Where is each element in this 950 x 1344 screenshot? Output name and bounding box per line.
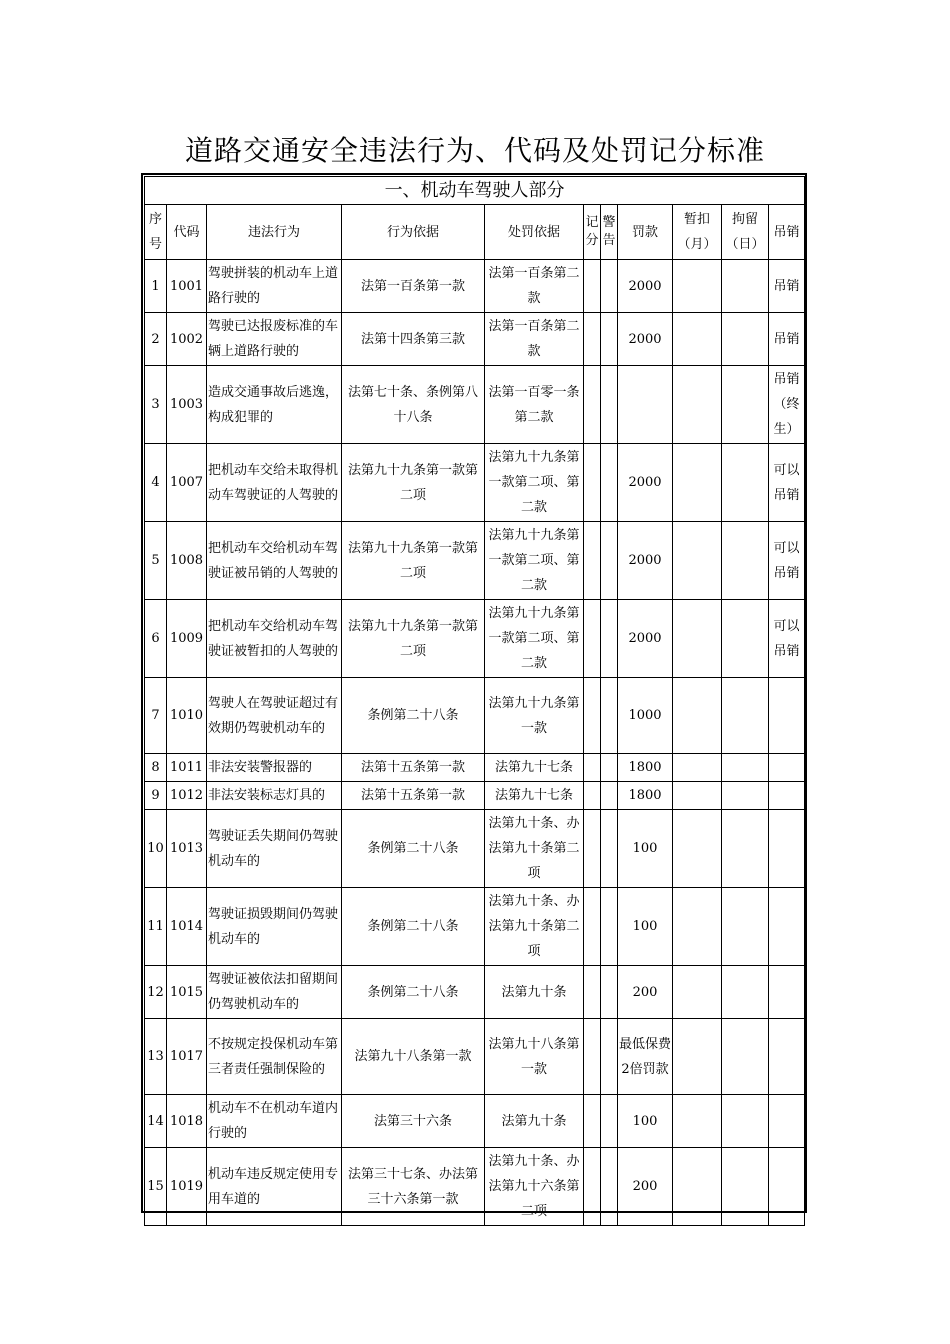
row-revoke: 可以吊销 <box>769 522 805 600</box>
row-revoke <box>769 966 805 1019</box>
row-points <box>584 678 601 754</box>
row-seq: 3 <box>145 366 167 444</box>
row-penalty: 法第九十九条第一款第二项、第二款 <box>485 522 584 600</box>
row-points <box>584 1095 601 1148</box>
row-seq: 15 <box>145 1148 167 1226</box>
row-violation: 造成交通事故后逃逸，构成犯罪的 <box>207 366 342 444</box>
header-fine: 罚款 <box>618 205 673 260</box>
row-detain <box>722 966 769 1019</box>
row-warning <box>601 966 618 1019</box>
row-violation: 非法安装警报器的 <box>207 754 342 782</box>
row-detain <box>722 754 769 782</box>
row-revoke <box>769 678 805 754</box>
row-fine <box>618 366 673 444</box>
row-warning <box>601 600 618 678</box>
row-seq: 14 <box>145 1095 167 1148</box>
row-seq: 10 <box>145 810 167 888</box>
row-detain <box>722 522 769 600</box>
header-suspend: 暂扣（月） <box>673 205 722 260</box>
row-warning <box>601 888 618 966</box>
row-basis: 法第十五条第一款 <box>342 782 485 810</box>
row-code: 1013 <box>167 810 207 888</box>
row-warning <box>601 260 618 313</box>
row-suspend <box>673 888 722 966</box>
row-detain <box>722 444 769 522</box>
row-warning <box>601 1095 618 1148</box>
row-revoke <box>769 810 805 888</box>
table-body <box>145 260 805 1226</box>
row-code: 1001 <box>167 260 207 313</box>
header-penalty: 处罚依据 <box>485 205 584 260</box>
row-violation: 驾驶证丢失期间仍驾驶机动车的 <box>207 810 342 888</box>
table-row <box>145 260 805 313</box>
row-detain <box>722 1095 769 1148</box>
row-revoke: 吊销 <box>769 313 805 366</box>
row-revoke: 可以吊销 <box>769 444 805 522</box>
row-basis: 法第九十九条第一款第二项 <box>342 522 485 600</box>
row-revoke <box>769 888 805 966</box>
row-seq: 12 <box>145 966 167 1019</box>
table-row <box>145 1019 805 1095</box>
row-fine: 2000 <box>618 600 673 678</box>
row-revoke <box>769 754 805 782</box>
table-row <box>145 444 805 522</box>
row-penalty: 法第九十九条第一款 <box>485 678 584 754</box>
row-seq: 5 <box>145 522 167 600</box>
row-penalty: 法第九十条 <box>485 1095 584 1148</box>
row-fine: 200 <box>618 1148 673 1226</box>
header-detain: 拘留（日） <box>722 205 769 260</box>
row-code: 1015 <box>167 966 207 1019</box>
row-seq: 11 <box>145 888 167 966</box>
row-penalty: 法第九十条、办法第九十六条第二项 <box>485 1148 584 1226</box>
table-row <box>145 888 805 966</box>
row-detain <box>722 313 769 366</box>
row-detain <box>722 782 769 810</box>
row-fine: 100 <box>618 888 673 966</box>
table-row <box>145 754 805 782</box>
row-points <box>584 522 601 600</box>
section-title-row <box>145 177 805 205</box>
row-code: 1003 <box>167 366 207 444</box>
row-fine: 1800 <box>618 782 673 810</box>
row-detain <box>722 810 769 888</box>
row-violation: 把机动车交给机动车驾驶证被吊销的人驾驶的 <box>207 522 342 600</box>
row-penalty: 法第九十条 <box>485 966 584 1019</box>
row-revoke <box>769 1019 805 1095</box>
row-warning <box>601 782 618 810</box>
row-penalty: 法第九十九条第一款第二项、第二款 <box>485 444 584 522</box>
table-row <box>145 522 805 600</box>
table-row <box>145 313 805 366</box>
row-points <box>584 600 601 678</box>
row-suspend <box>673 966 722 1019</box>
row-code: 1012 <box>167 782 207 810</box>
row-fine: 100 <box>618 810 673 888</box>
row-seq: 4 <box>145 444 167 522</box>
row-code: 1009 <box>167 600 207 678</box>
row-basis: 法第三十七条、办法第三十六条第一款 <box>342 1148 485 1226</box>
row-penalty: 法第九十八条第一款 <box>485 1019 584 1095</box>
row-fine: 1800 <box>618 754 673 782</box>
row-suspend <box>673 1095 722 1148</box>
row-warning <box>601 1148 618 1226</box>
row-penalty: 法第九十条、办法第九十条第二项 <box>485 810 584 888</box>
row-violation: 驾驶证损毁期间仍驾驶机动车的 <box>207 888 342 966</box>
row-basis: 条例第二十八条 <box>342 888 485 966</box>
row-code: 1010 <box>167 678 207 754</box>
header-points: 记分 <box>584 205 601 260</box>
row-revoke: 吊销 <box>769 260 805 313</box>
row-basis: 法第一百条第一款 <box>342 260 485 313</box>
row-code: 1017 <box>167 1019 207 1095</box>
row-code: 1007 <box>167 444 207 522</box>
row-fine: 2000 <box>618 522 673 600</box>
row-basis: 条例第二十八条 <box>342 810 485 888</box>
header-act: 违法行为 <box>207 205 342 260</box>
table-row <box>145 366 805 444</box>
row-basis: 法第九十八条第一款 <box>342 1019 485 1095</box>
row-seq: 6 <box>145 600 167 678</box>
header-code: 代码 <box>167 205 207 260</box>
row-fine: 2000 <box>618 260 673 313</box>
row-points <box>584 1019 601 1095</box>
row-seq: 13 <box>145 1019 167 1095</box>
row-suspend <box>673 1019 722 1095</box>
row-seq: 1 <box>145 260 167 313</box>
row-fine: 200 <box>618 966 673 1019</box>
row-detain <box>722 260 769 313</box>
row-penalty: 法第九十七条 <box>485 782 584 810</box>
row-violation: 不按规定投保机动车第三者责任强制保险的 <box>207 1019 342 1095</box>
row-suspend <box>673 260 722 313</box>
row-points <box>584 1148 601 1226</box>
row-detain <box>722 888 769 966</box>
row-violation: 驾驶拼装的机动车上道路行驶的 <box>207 260 342 313</box>
row-detain <box>722 366 769 444</box>
row-revoke: 吊销（终生） <box>769 366 805 444</box>
document-title: 道路交通安全违法行为、代码及处罚记分标准 <box>184 134 765 167</box>
row-basis: 法第十四条第三款 <box>342 313 485 366</box>
row-violation: 把机动车交给未取得机动车驾驶证的人驾驶的 <box>207 444 342 522</box>
header-row <box>145 205 805 260</box>
section-title: 一、机动车驾驶人部分 <box>145 177 805 205</box>
row-fine: 100 <box>618 1095 673 1148</box>
row-points <box>584 966 601 1019</box>
row-revoke <box>769 1148 805 1226</box>
row-warning <box>601 522 618 600</box>
row-basis: 法第九十九条第一款第二项 <box>342 444 485 522</box>
violations-table <box>144 176 805 1226</box>
row-revoke <box>769 782 805 810</box>
table-row <box>145 1095 805 1148</box>
table-row <box>145 810 805 888</box>
row-points <box>584 888 601 966</box>
row-points <box>584 260 601 313</box>
row-fine: 2000 <box>618 313 673 366</box>
row-code: 1011 <box>167 754 207 782</box>
row-detain <box>722 600 769 678</box>
row-points <box>584 366 601 444</box>
row-points <box>584 754 601 782</box>
row-warning <box>601 1019 618 1095</box>
row-suspend <box>673 600 722 678</box>
row-seq: 2 <box>145 313 167 366</box>
row-suspend <box>673 1148 722 1226</box>
row-points <box>584 444 601 522</box>
row-warning <box>601 678 618 754</box>
row-points <box>584 782 601 810</box>
row-penalty: 法第九十九条第一款第二项、第二款 <box>485 600 584 678</box>
row-warning <box>601 366 618 444</box>
row-penalty: 法第一百零一条第二款 <box>485 366 584 444</box>
header-warning: 警告 <box>601 205 618 260</box>
row-basis: 法第九十九条第一款第二项 <box>342 600 485 678</box>
table-row <box>145 600 805 678</box>
row-violation: 把机动车交给机动车驾驶证被暂扣的人驾驶的 <box>207 600 342 678</box>
row-violation: 驾驶人在驾驶证超过有效期仍驾驶机动车的 <box>207 678 342 754</box>
row-basis: 法第三十六条 <box>342 1095 485 1148</box>
row-code: 1014 <box>167 888 207 966</box>
row-points <box>584 313 601 366</box>
row-penalty: 法第一百条第二款 <box>485 260 584 313</box>
row-fine: 2000 <box>618 444 673 522</box>
row-detain <box>722 1148 769 1226</box>
row-suspend <box>673 444 722 522</box>
row-code: 1018 <box>167 1095 207 1148</box>
row-suspend <box>673 522 722 600</box>
row-revoke <box>769 1095 805 1148</box>
table-row <box>145 966 805 1019</box>
table-row <box>145 678 805 754</box>
row-fine: 1000 <box>618 678 673 754</box>
row-penalty: 法第一百条第二款 <box>485 313 584 366</box>
row-seq: 7 <box>145 678 167 754</box>
row-basis: 条例第二十八条 <box>342 678 485 754</box>
row-penalty: 法第九十七条 <box>485 754 584 782</box>
header-revoke: 吊销 <box>769 205 805 260</box>
row-revoke: 可以吊销 <box>769 600 805 678</box>
header-seq: 序号 <box>145 205 167 260</box>
row-violation: 驾驶已达报废标准的车辆上道路行驶的 <box>207 313 342 366</box>
row-seq: 9 <box>145 782 167 810</box>
row-basis: 法第七十条、条例第八十八条 <box>342 366 485 444</box>
row-detain <box>722 1019 769 1095</box>
row-suspend <box>673 366 722 444</box>
row-violation: 非法安装标志灯具的 <box>207 782 342 810</box>
row-basis: 条例第二十八条 <box>342 966 485 1019</box>
table-row <box>145 782 805 810</box>
row-suspend <box>673 754 722 782</box>
row-violation: 机动车违反规定使用专用车道的 <box>207 1148 342 1226</box>
row-warning <box>601 313 618 366</box>
row-code: 1019 <box>167 1148 207 1226</box>
row-violation: 驾驶证被依法扣留期间仍驾驶机动车的 <box>207 966 342 1019</box>
row-warning <box>601 754 618 782</box>
row-violation: 机动车不在机动车道内行驶的 <box>207 1095 342 1148</box>
row-warning <box>601 810 618 888</box>
row-basis: 法第十五条第一款 <box>342 754 485 782</box>
row-detain <box>722 678 769 754</box>
row-warning <box>601 444 618 522</box>
row-code: 1008 <box>167 522 207 600</box>
row-fine: 最低保费2倍罚款 <box>618 1019 673 1095</box>
header-basis: 行为依据 <box>342 205 485 260</box>
row-penalty: 法第九十条、办法第九十条第二项 <box>485 888 584 966</box>
table-row <box>145 1148 805 1226</box>
row-points <box>584 810 601 888</box>
row-suspend <box>673 782 722 810</box>
row-suspend <box>673 313 722 366</box>
row-suspend <box>673 810 722 888</box>
row-suspend <box>673 678 722 754</box>
row-seq: 8 <box>145 754 167 782</box>
row-code: 1002 <box>167 313 207 366</box>
